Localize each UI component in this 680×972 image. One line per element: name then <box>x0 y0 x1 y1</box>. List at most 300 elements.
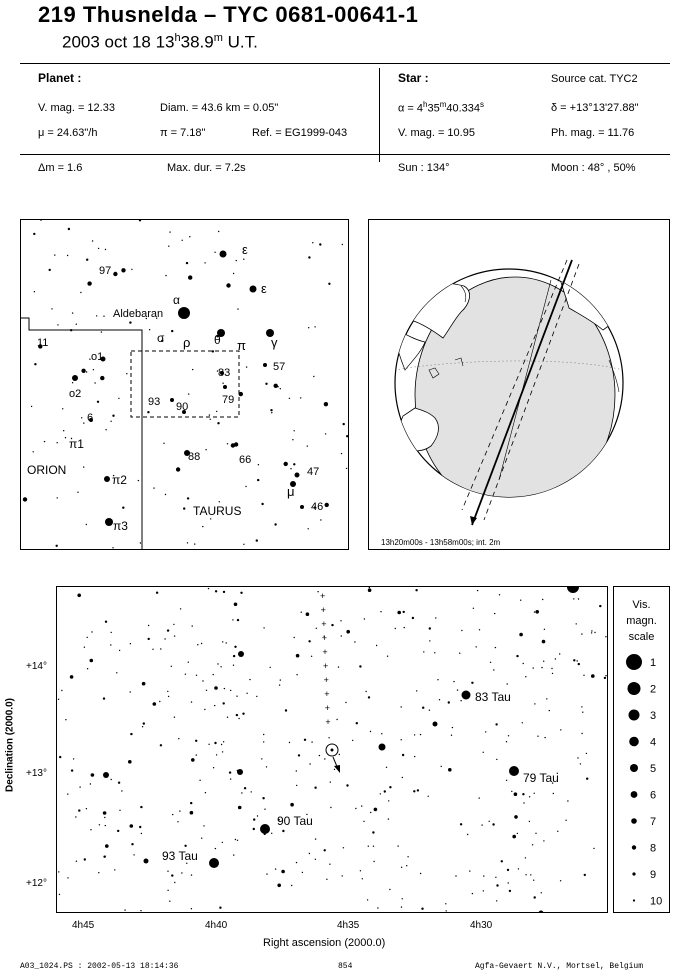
background-star <box>311 656 312 657</box>
background-star <box>111 632 112 633</box>
background-star <box>112 415 114 417</box>
background-star <box>263 734 264 735</box>
scale-dot <box>629 710 640 721</box>
background-star <box>317 591 318 592</box>
xtick-4h40: 4h40 <box>205 920 228 931</box>
background-star <box>237 308 238 309</box>
background-star <box>325 433 326 434</box>
background-star <box>493 669 494 670</box>
background-star <box>581 633 582 634</box>
background-star <box>191 908 192 909</box>
background-star <box>33 451 34 452</box>
background-star <box>258 464 259 465</box>
background-star <box>77 594 81 598</box>
y-axis-title-wrap <box>2 680 18 810</box>
star-phmag: Ph. mag. = 11.76 <box>551 127 635 139</box>
background-star <box>481 824 482 825</box>
background-star <box>234 442 238 446</box>
background-star <box>401 706 402 707</box>
background-star <box>381 733 382 734</box>
background-star <box>537 736 538 737</box>
background-star <box>186 262 188 264</box>
background-star <box>236 260 237 261</box>
background-star <box>271 412 272 413</box>
background-star <box>476 646 477 647</box>
background-star <box>196 754 197 755</box>
path-marker: + <box>320 591 326 601</box>
background-star <box>324 849 326 851</box>
constellation-boundary <box>21 318 142 549</box>
background-star <box>336 719 337 720</box>
background-star <box>184 845 186 847</box>
background-star <box>119 650 120 651</box>
background-star <box>507 869 509 871</box>
background-star <box>201 643 202 644</box>
background-star <box>529 796 530 797</box>
background-star <box>339 754 340 755</box>
background-star <box>591 632 592 633</box>
background-star <box>130 643 131 644</box>
background-star <box>542 599 543 600</box>
background-star <box>406 865 407 866</box>
background-star <box>266 766 267 767</box>
background-star <box>368 846 369 847</box>
background-star <box>210 518 211 519</box>
background-star <box>477 590 478 591</box>
background-star <box>599 605 601 607</box>
background-star <box>105 621 107 623</box>
background-star <box>467 834 468 835</box>
background-star <box>98 248 99 249</box>
background-star <box>373 861 374 862</box>
background-star <box>573 659 575 661</box>
background-star <box>370 812 371 813</box>
scale-dot <box>626 654 642 670</box>
background-star <box>306 612 310 616</box>
scale-dot <box>631 818 637 824</box>
background-star <box>507 683 508 684</box>
star-aldebaran <box>178 307 190 319</box>
background-star <box>397 845 398 846</box>
background-star <box>407 856 408 857</box>
background-star <box>577 757 578 758</box>
background-star <box>525 874 526 875</box>
background-star <box>420 873 421 874</box>
detail-chart <box>56 586 608 913</box>
planet-reference: Ref. = EG1999-043 <box>252 127 348 139</box>
background-star <box>296 862 297 863</box>
background-star <box>202 680 203 681</box>
background-star <box>242 713 244 715</box>
scale-title-2: magn. <box>626 615 657 627</box>
background-star <box>262 797 264 799</box>
globe-panel <box>368 219 670 550</box>
background-star <box>86 524 87 525</box>
background-star <box>203 825 204 826</box>
label-88: 88 <box>188 451 201 463</box>
background-star <box>581 733 582 734</box>
background-star <box>460 700 461 701</box>
background-star <box>169 231 170 232</box>
background-star <box>243 259 244 260</box>
background-star <box>249 679 250 680</box>
background-star <box>246 693 247 694</box>
background-star <box>90 783 91 784</box>
background-star <box>105 825 106 826</box>
background-star <box>105 429 106 430</box>
background-star <box>511 791 512 792</box>
background-star <box>578 663 580 665</box>
background-star <box>57 442 58 443</box>
scale-dot <box>629 737 639 747</box>
scale-label: 4 <box>650 736 657 749</box>
background-star <box>324 402 328 406</box>
background-star <box>359 665 361 667</box>
background-star <box>130 733 132 735</box>
y-axis-title: Declination (2000.0) <box>4 698 16 792</box>
planet-parallax: π = 7.18" <box>160 127 206 139</box>
background-star <box>105 856 106 857</box>
background-star <box>490 662 491 663</box>
background-star <box>111 779 112 780</box>
background-star <box>222 842 223 843</box>
scale-label: 9 <box>650 869 657 881</box>
background-star <box>328 283 330 285</box>
background-star <box>130 691 131 692</box>
background-star <box>429 627 431 629</box>
label-orion: ORION <box>27 463 67 477</box>
background-star <box>99 824 100 825</box>
label-90-tau: 90 Tau <box>277 814 313 828</box>
background-star <box>275 868 276 869</box>
background-star <box>448 768 452 772</box>
planet-diameter: Diam. = 43.6 km = 0.05" <box>160 102 279 114</box>
background-star <box>147 411 149 413</box>
background-star <box>308 528 309 529</box>
background-star <box>529 821 530 822</box>
background-star <box>401 739 402 740</box>
background-star <box>126 373 127 374</box>
background-star <box>226 283 230 287</box>
background-star <box>194 543 195 544</box>
label-mu: μ <box>287 484 295 499</box>
background-star <box>605 636 606 637</box>
background-star <box>343 847 344 848</box>
background-star <box>495 723 497 725</box>
background-star <box>402 898 403 899</box>
background-star <box>483 890 484 891</box>
background-star <box>370 731 371 732</box>
background-star <box>319 755 320 756</box>
background-star <box>177 821 178 822</box>
background-star <box>439 699 440 700</box>
path-marker: + <box>321 619 327 629</box>
background-star <box>354 641 355 642</box>
background-star <box>326 879 327 880</box>
footer-publisher: Agfa-Gevaert N.V., Mortsel, Belgium <box>475 962 644 971</box>
background-star <box>423 651 424 652</box>
background-star <box>31 406 32 407</box>
background-star <box>372 831 374 833</box>
background-star <box>577 660 578 661</box>
background-star <box>210 419 211 420</box>
background-star <box>261 503 263 505</box>
background-star <box>215 848 216 849</box>
label-79: 79 <box>222 394 235 406</box>
background-star <box>103 697 105 699</box>
path-marker: + <box>325 717 331 727</box>
path-marker: + <box>323 675 329 685</box>
background-star <box>208 744 209 745</box>
background-star <box>314 326 315 327</box>
background-star <box>58 871 59 872</box>
background-star <box>455 875 456 876</box>
background-star <box>544 737 545 738</box>
background-star <box>578 598 579 599</box>
page-title: 219 Thusnelda – TYC 0681-00641-1 <box>38 2 419 27</box>
background-star <box>388 818 389 819</box>
background-star <box>230 778 231 779</box>
background-star <box>180 608 181 609</box>
background-star <box>139 826 141 828</box>
background-star <box>311 741 312 742</box>
background-star <box>414 756 415 757</box>
background-star <box>223 591 225 593</box>
background-star <box>23 497 27 501</box>
background-star <box>171 874 173 876</box>
scale-label: 8 <box>650 842 657 855</box>
background-star <box>324 758 325 759</box>
background-star <box>591 674 595 678</box>
background-star <box>49 269 51 271</box>
event-date: 2003 oct 18 13$^h$38.9$^m$ U.T. <box>62 32 258 52</box>
background-star <box>56 545 58 547</box>
background-star <box>160 648 161 649</box>
background-star <box>542 640 546 644</box>
background-star <box>172 814 173 815</box>
label-83: 83 <box>218 367 231 379</box>
background-star <box>270 667 271 668</box>
globe-map <box>369 220 669 549</box>
background-star <box>62 408 63 409</box>
background-star <box>534 703 535 704</box>
background-star <box>239 392 243 396</box>
background-star <box>586 778 588 780</box>
background-star <box>114 869 115 870</box>
background-star <box>501 860 503 862</box>
background-star <box>312 242 313 243</box>
background-star <box>270 409 272 411</box>
background-star <box>289 742 290 743</box>
background-star <box>369 587 370 588</box>
background-star <box>377 907 378 908</box>
background-star <box>472 893 473 894</box>
background-star <box>34 291 35 292</box>
background-star <box>495 647 496 648</box>
background-star <box>72 312 73 313</box>
background-star <box>253 818 255 820</box>
background-star <box>182 240 183 241</box>
label-taurus: TAURUS <box>193 504 242 518</box>
background-star <box>506 741 507 742</box>
background-star <box>374 808 378 812</box>
background-star <box>429 710 430 711</box>
background-star <box>352 740 353 741</box>
background-star <box>594 632 595 633</box>
background-star <box>51 308 52 309</box>
background-star <box>530 874 531 875</box>
background-star <box>67 255 68 256</box>
background-star <box>191 758 195 762</box>
background-star <box>452 727 453 728</box>
background-star <box>555 658 556 659</box>
background-star <box>373 846 374 847</box>
background-star <box>234 603 238 607</box>
background-star <box>165 494 166 495</box>
background-star <box>244 787 246 789</box>
background-star <box>360 870 361 871</box>
label-o1: o1 <box>91 351 104 363</box>
background-star <box>103 316 104 317</box>
star-source-catalog: Source cat. TYC2 <box>551 73 638 85</box>
path-marker: + <box>324 689 330 699</box>
background-star <box>78 809 80 811</box>
background-star <box>389 889 390 890</box>
background-star <box>122 507 124 509</box>
background-star <box>346 630 350 634</box>
background-star <box>217 422 219 424</box>
star-vmag: V. mag. = 10.95 <box>398 127 475 139</box>
background-star <box>234 646 236 648</box>
background-star <box>421 908 423 910</box>
background-star <box>329 864 330 865</box>
background-star <box>142 682 146 686</box>
label-93-tau: 93 Tau <box>162 849 198 863</box>
background-star <box>222 383 223 384</box>
background-star <box>367 899 368 900</box>
background-star <box>257 815 258 816</box>
background-star <box>131 269 132 270</box>
background-star <box>216 754 217 755</box>
background-star <box>533 667 534 668</box>
background-star <box>506 780 507 781</box>
background-star <box>525 676 526 677</box>
background-star <box>83 466 84 467</box>
background-star <box>313 376 314 377</box>
label-aldebaran: Aldebaran <box>113 308 164 320</box>
background-star <box>124 909 125 910</box>
background-star <box>471 682 473 684</box>
background-star <box>543 661 544 662</box>
background-star <box>403 611 405 613</box>
background-star <box>380 611 381 612</box>
background-star <box>179 810 180 811</box>
background-star <box>315 838 316 839</box>
background-star <box>534 793 535 794</box>
background-star <box>499 594 500 595</box>
background-star <box>448 701 450 703</box>
background-star <box>217 663 218 664</box>
background-star <box>342 244 343 245</box>
background-star <box>44 441 45 442</box>
label-pi: π <box>237 338 246 353</box>
background-star <box>325 503 329 507</box>
background-star <box>459 653 460 654</box>
label-pi1: π1 <box>69 437 84 451</box>
background-star <box>414 734 415 735</box>
background-star <box>222 751 223 752</box>
background-star <box>190 802 192 804</box>
background-star <box>330 807 331 808</box>
background-star <box>96 315 97 316</box>
background-star <box>212 350 214 352</box>
background-star <box>413 790 415 792</box>
header-rule-top <box>20 63 670 64</box>
background-star <box>113 272 117 276</box>
background-star <box>263 627 264 628</box>
background-star <box>91 773 95 777</box>
background-star <box>232 619 233 620</box>
label-sigma: σ <box>157 331 165 345</box>
background-star <box>235 839 236 840</box>
background-star <box>567 800 568 801</box>
background-star <box>605 675 606 676</box>
background-star <box>104 817 105 818</box>
background-star <box>284 462 288 466</box>
background-star <box>192 625 193 626</box>
background-star <box>328 737 329 738</box>
background-star <box>300 397 301 398</box>
background-star <box>355 808 356 809</box>
background-star <box>87 637 88 638</box>
background-star <box>141 833 142 834</box>
background-star <box>238 718 239 719</box>
background-star <box>86 371 87 372</box>
background-star <box>356 722 358 724</box>
background-star <box>516 655 518 657</box>
background-star <box>54 254 55 255</box>
background-star <box>522 722 523 723</box>
scale-label: 7 <box>650 816 657 828</box>
background-star <box>274 523 276 525</box>
background-star <box>495 877 496 878</box>
background-star <box>118 398 119 399</box>
background-star <box>604 677 606 679</box>
background-star <box>308 327 309 328</box>
planet-motion: μ = 24.63"/h <box>38 127 98 139</box>
background-star <box>496 884 498 886</box>
label-theta: θ <box>214 333 221 347</box>
background-star <box>552 673 553 674</box>
background-star <box>163 443 164 444</box>
background-star <box>174 635 175 636</box>
background-star <box>479 797 480 798</box>
star-90-tau <box>260 824 270 834</box>
background-star <box>496 900 497 901</box>
background-star <box>402 777 403 778</box>
background-star <box>445 903 446 904</box>
background-star <box>241 792 242 793</box>
star-declination: δ = +13°13'27.88" <box>551 102 639 114</box>
background-star <box>246 366 247 367</box>
background-star <box>219 501 220 502</box>
background-star <box>181 872 182 873</box>
background-star <box>227 443 228 444</box>
background-star <box>308 640 310 642</box>
background-star <box>346 435 348 437</box>
background-star <box>100 376 104 380</box>
scale-label: 6 <box>650 789 657 802</box>
